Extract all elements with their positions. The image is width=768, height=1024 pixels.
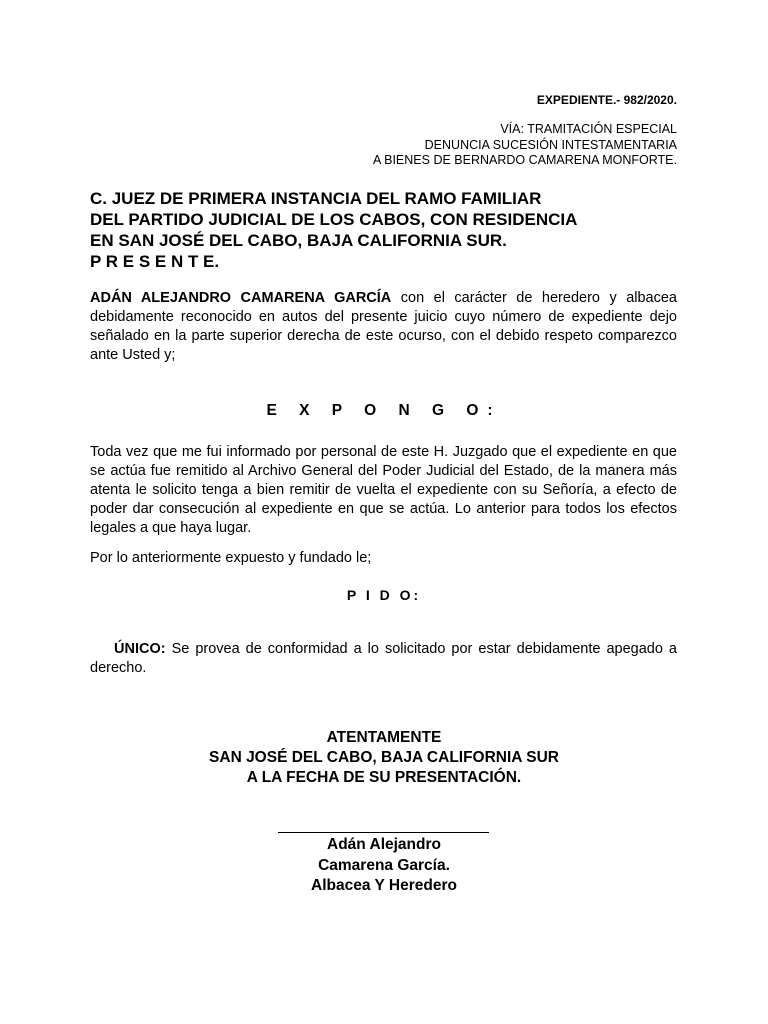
addressee-line: C. JUEZ DE PRIMERA INSTANCIA DEL RAMO FAMILIAR xyxy=(90,189,542,208)
petitioner-name: ADÁN ALEJANDRO CAMARENA GARCÍA xyxy=(90,290,392,306)
addressee-line: DEL PARTIDO JUDICIAL DE LOS CABOS, CON RESIDENCIA xyxy=(90,210,578,229)
exponer-paragraph: Toda vez que me fui informado por personal de este H. Juzgado que el expediente en que se actúa fue remitido al Archivo General del Poder Judicial del Estado, de la manera más atenta le solicito tenga a bien remitir de vuelta el expediente con su Señoría, a efecto de poder dar consecución al expediente en que se actúa. Lo anterior para todos los efectos legales a que haya lugar. xyxy=(90,444,677,536)
signature-line-text: Camarena García. xyxy=(318,856,450,874)
intro-paragraph xyxy=(90,289,677,365)
intro-text: con el carácter de heredero y albacea debidamente reconocido en autos del presente juicio cuyo número de expediente dejo señalado en la parte superior derecha de este ocurso, con el debido respeto comparezco ante Usted y; xyxy=(90,290,677,363)
addressee-block xyxy=(90,188,577,272)
pido-heading: P I D O: xyxy=(346,587,422,603)
exponer-heading: E X P O N G O: xyxy=(266,402,502,419)
fundado-paragraph: Por lo anteriormente expuesto y fundado le; xyxy=(90,550,372,566)
closing-line: SAN JOSÉ DEL CABO, BAJA CALIFORNIA SUR xyxy=(209,749,559,766)
signature-line-text: Albacea Y Heredero xyxy=(311,877,457,894)
petition-paragraph xyxy=(90,640,677,678)
petition-text: Se provea de conformidad a lo solicitado por estar debidamente apegado a derecho. xyxy=(90,641,677,676)
closing-line: A LA FECHA DE SU PRESENTACIÓN. xyxy=(246,769,522,786)
addressee-line: EN SAN JOSÉ DEL CABO, BAJA CALIFORNIA SUR. xyxy=(90,231,507,250)
case-type-line: VÍA: TRAMITACIÓN ESPECIAL xyxy=(500,122,677,136)
petition-label: ÚNICO: xyxy=(114,641,166,657)
signature-line xyxy=(278,832,489,833)
closing-block xyxy=(0,728,768,788)
case-type-line: DENUNCIA SUCESIÓN INTESTAMENTARIA xyxy=(424,137,677,152)
case-type-block xyxy=(373,122,677,169)
case-number: EXPEDIENTE.- 982/2020. xyxy=(536,93,677,107)
signature-line-text: Adán Alejandro xyxy=(327,836,441,853)
closing-line: ATENTAMENTE xyxy=(326,729,442,746)
signature-block xyxy=(0,835,768,897)
case-type-line: A BIENES DE BERNARDO CAMARENA MONFORTE. xyxy=(373,153,677,167)
addressee-line: P R E S E N T E. xyxy=(90,252,220,271)
